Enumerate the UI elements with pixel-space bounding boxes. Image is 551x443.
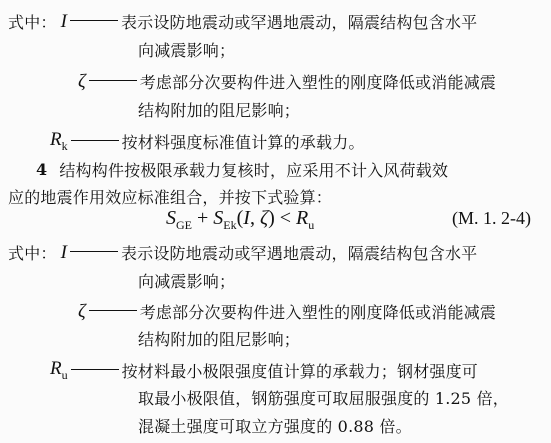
equation-number: (M. 1. 2-4) <box>452 208 531 228</box>
definition-zeta-2-wrap <box>78 300 496 323</box>
paragraph-4-line1: 结构构件按极限承载力复核时，应采用不计入风荷载效 <box>59 161 449 180</box>
definition-dash <box>71 140 119 141</box>
definition-i-line2-1: 向减震影响； <box>138 41 236 60</box>
definition-zeta-line2-2: 结构附加的阻尼影响； <box>138 330 301 349</box>
where-clause-1 <box>8 10 477 33</box>
definition-zeta-line1-1: 考虑部分次要构件进入塑性的刚度降低或消能减震 <box>139 73 497 92</box>
definition-ru-line1: 按材料最小极限强度值计算的承载力；钢材强度可 <box>121 362 479 381</box>
definition-i-line2-2-wrap <box>138 269 235 292</box>
definition-zeta-line1-2: 考虑部分次要构件进入塑性的刚度降低或消能减震 <box>139 303 497 322</box>
definition-dash <box>71 369 119 370</box>
definition-i-line2-1-wrap <box>138 38 235 61</box>
definition-rk-text: 按材料强度标准值计算的承载力。 <box>121 133 365 152</box>
symbol-rk: $R_k$ <box>50 129 68 153</box>
definition-i-line1-1: 表示设防地震动或罕遇地震动，隔震结构包含水平 <box>120 13 478 32</box>
where-clause-2 <box>8 241 477 264</box>
paragraph-4-line2: 应的地震作用效应标准组合，并按下式验算： <box>8 188 333 207</box>
formula: $S_{GE} + S_{Ek}(I$, $\zeta) < R_u$ <box>166 207 315 232</box>
symbol-zeta-2: ζ <box>78 300 86 322</box>
symbol-ru: $R_u$ <box>50 358 68 382</box>
definition-zeta-line2-2-wrap <box>138 327 300 350</box>
paragraph-4-line1-wrap <box>36 158 448 181</box>
where-label-1: 式中： <box>8 13 57 32</box>
paragraph-number: 4 <box>36 160 48 179</box>
definition-dash <box>89 310 137 311</box>
definition-ru-wrap <box>50 358 478 383</box>
definition-dash <box>70 20 118 21</box>
symbol-i-2: I <box>60 241 67 263</box>
definition-zeta-1-wrap <box>78 70 496 93</box>
definition-ru-line2-wrap <box>138 386 509 409</box>
symbol-i-1: I <box>60 10 67 32</box>
definition-ru-line2: 取最小极限值，钢筋强度可取屈服强度的 1.25 倍， <box>138 389 509 408</box>
definition-dash <box>89 80 137 81</box>
definition-zeta-line2-1-wrap <box>138 98 300 121</box>
definition-ru-line3-wrap <box>138 414 412 437</box>
definition-ru-line3: 混凝土强度可取立方强度的 0.88 倍。 <box>138 417 412 436</box>
definition-i-line1-2: 表示设防地震动或罕遇地震动，隔震结构包含水平 <box>120 244 478 263</box>
definition-rk-wrap <box>50 129 365 154</box>
definition-dash <box>70 251 118 252</box>
where-label-2: 式中： <box>8 244 57 263</box>
definition-zeta-line2-1: 结构附加的阻尼影响； <box>138 101 301 120</box>
symbol-zeta-1: ζ <box>78 70 86 92</box>
definition-i-line2-2: 向减震影响； <box>138 272 236 291</box>
